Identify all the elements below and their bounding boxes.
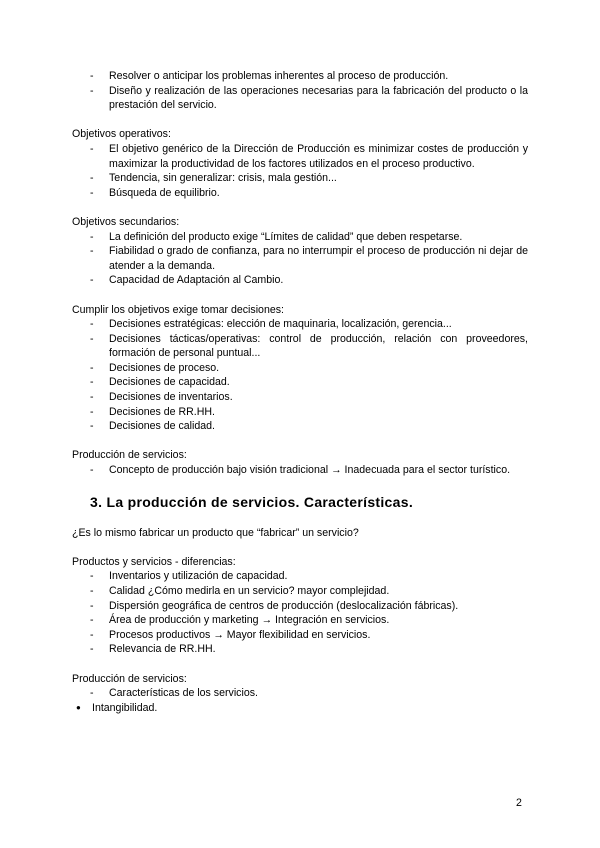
- list-item: - Decisiones de proceso.: [72, 361, 528, 376]
- list-item: - La definición del producto exige “Límites de calidad” que deben respetarse.: [72, 230, 528, 245]
- list-item: - Diseño y realización de las operaciones necesarias para la fabricación del producto o la prestación del servicio.: [72, 84, 528, 113]
- decisiones-list: [72, 317, 528, 434]
- question-text: ¿Es lo mismo fabricar un producto que “fabricar” un servicio?: [72, 526, 359, 539]
- list-item: ● Intangibilidad.: [72, 701, 528, 716]
- list-item: - Búsqueda de equilibrio.: [72, 186, 528, 201]
- list-item: - Características de los servicios.: [72, 686, 528, 701]
- list-item: - Decisiones de RR.HH.: [72, 405, 528, 420]
- produccion-servicios-heading: Producción de servicios:: [72, 672, 187, 685]
- produccion-list: [72, 463, 528, 478]
- produccion-servicios-list: [72, 686, 528, 701]
- list-item: - Decisiones estratégicas: elección de maquinaria, localización, gerencia...: [72, 317, 528, 332]
- list-item: - Decisiones de calidad.: [72, 419, 528, 434]
- list-item: - Dispersión geográfica de centros de producción (deslocalización fábricas).: [72, 599, 528, 614]
- list-item: - Procesos productivos → Mayor flexibilidad en servicios.: [72, 628, 528, 643]
- list-item: - Resolver o anticipar los problemas inherentes al proceso de producción.: [72, 69, 528, 84]
- list-item: - Decisiones de inventarios.: [72, 390, 528, 405]
- operativos-heading: Objetivos operativos:: [72, 128, 171, 141]
- intro-list: [72, 69, 528, 113]
- list-item: - Capacidad de Adaptación al Cambio.: [72, 273, 528, 288]
- list-item: - Concepto de producción bajo visión tradicional → Inadecuada para el sector turístico.: [72, 463, 528, 478]
- list-item: - Decisiones tácticas/operativas: control de producción, relación con proveedores, formación de personal puntual...: [72, 332, 528, 361]
- list-item: - Fiabilidad o grado de confianza, para no interrumpir el proceso de producción ni dejar de atender a la demanda.: [72, 244, 528, 273]
- page-number: 2: [516, 797, 522, 809]
- diferencias-list: [72, 569, 528, 657]
- decisiones-heading: Cumplir los objetivos exige tomar decisiones:: [72, 303, 284, 316]
- list-item: - Área de producción y marketing → Integración en servicios.: [72, 613, 528, 628]
- secundarios-heading: Objetivos secundarios:: [72, 215, 180, 228]
- section-title: 3. La producción de servicios. Características.: [90, 493, 414, 510]
- list-item: - Tendencia, sin generalizar: crisis, mala gestión...: [72, 171, 528, 186]
- operativos-list: [72, 142, 528, 200]
- page-content: [72, 69, 528, 715]
- list-item: - Relevancia de RR.HH.: [72, 642, 528, 657]
- produccion-heading: Producción de servicios:: [72, 449, 187, 462]
- secundarios-list: [72, 230, 528, 288]
- list-item: - Inventarios y utilización de capacidad.: [72, 569, 528, 584]
- diferencias-heading: Productos y servicios - diferencias:: [72, 555, 236, 568]
- caracteristicas-sublist: [72, 701, 528, 716]
- list-item: - Decisiones de capacidad.: [72, 375, 528, 390]
- list-item: - Calidad ¿Cómo medirla en un servicio? mayor complejidad.: [72, 584, 528, 599]
- list-item: - El objetivo genérico de la Dirección de Producción es minimizar costes de producción y maximizar la productividad de los factores utilizados en el proceso productivo.: [72, 142, 528, 171]
